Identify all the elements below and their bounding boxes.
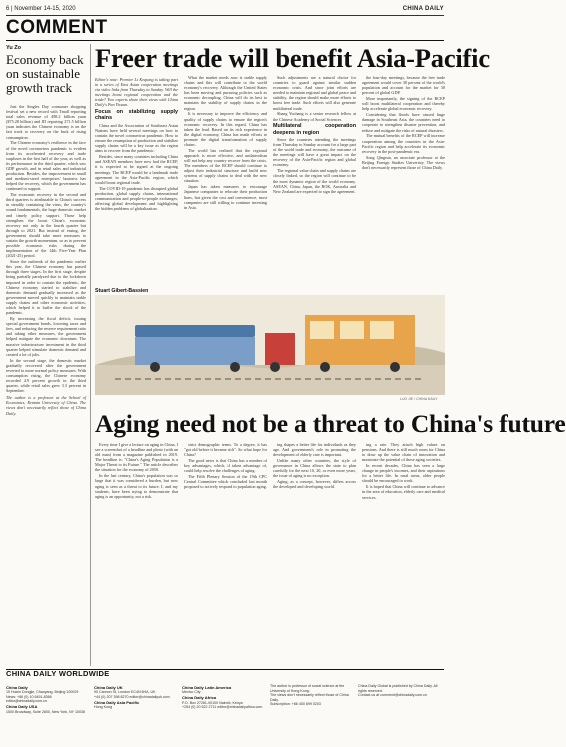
cartoon-illustration <box>95 295 445 395</box>
footer-column <box>182 684 268 710</box>
article-paragraph: Shang Yuchang is a senior research fellow at the Chinese Academy of Social Sciences. <box>273 111 356 122</box>
article-paragraph: Aging, as a concept, however, differs across the developed and developing world. <box>273 479 356 490</box>
article-paragraph: The Chinese economy's resilience in the face of the novel coronavirus pandemic is evident from its accelerated recovery and trade surpluses in the first half of the year, as well as its performance in the third quarter, which saw GDP growth, and in retail sales and industrial production. Besides, the improvement in small and medium-sized enterprises' business has helped the recovery, which the government has continued to support. <box>6 140 86 192</box>
masthead-brand: CHINA DAILY <box>402 6 444 12</box>
footer-office-details: Contact us at comment@chinadaily.com.cn <box>358 693 427 698</box>
main-headline: Freer trade will benefit Asia-Pacific <box>95 43 490 73</box>
footer-office-details: +254 (0) 20 522 2711 editor@chinadailyafrica.com <box>182 705 263 710</box>
footer-office-details: Hong Kong <box>94 705 112 710</box>
cartoon-credit: LUO JIE / CHINA DAILY <box>400 397 438 401</box>
upper-article-column <box>184 75 267 283</box>
article-subheading: Focus on stabilizing supply chains <box>95 109 178 122</box>
footer-office-details: Mexico City <box>182 690 201 695</box>
article-paragraph: Every time I give a lecture on aging in China, I see a screenshot of a headline and photo (with an old man) from a magazine published in 2019. The headline is: "China's Aging Population is a Major Threat to its Future." The article describes the situation for the economy of 2050. <box>95 442 178 473</box>
footer-office-details: The views don't necessarily reflect those of China Daily. <box>270 693 349 702</box>
lower-article-column <box>362 442 445 664</box>
article-paragraph: Song Qingrun, an associate professor at the Beijing Foreign Studies University. The views don't necessarily represent those of China Daily. <box>362 154 445 170</box>
header-divider <box>6 15 444 16</box>
footer-column <box>94 684 180 710</box>
footer-office-details: Subscription: +86 400 699 0203 <box>270 702 321 707</box>
footer-office-name: China Daily Latin America <box>182 684 232 690</box>
page-header <box>6 4 444 14</box>
upper-article-column <box>95 75 178 283</box>
article-paragraph: What the market needs now is stable supply chains and this will contribute to the world economy's recovery. Although the United States has been moving and pursuing policies such as economic decoupling, China will do its best to maintain the stability of supply chains in the region. <box>184 75 267 111</box>
lower-article-column <box>184 442 267 664</box>
article-paragraph: the four-day meetings, because the free trade agreement would cover 30 percent of the world's population and account for the market for 30 percent of global GDP. <box>362 75 445 96</box>
article-paragraph: Such adjustments are a natural choice for countries to guard against similar sudden economic crisis. And since joint efforts are needed to maintain regional and global peace and stability, the region should make more efforts to boost free trade. Such efforts will also generate multilateral trade. <box>273 75 356 111</box>
author-bio: The author is a professor at the School of Economics, Renmin University of China. The views don't necessarily reflect those of China Daily. <box>6 395 86 416</box>
footer-office-details: P.O. Box 27281-00100 Nairobi, Kenya <box>182 700 243 705</box>
page-footer <box>6 669 444 744</box>
page-info: 6 | November 14-15, 2020 <box>6 6 76 12</box>
cartoon-caption: Stuart Gibert-Bassien <box>95 288 149 294</box>
lower-article-column <box>273 442 356 664</box>
footer-office-details: +44 (0) 207 398 8270 editor@chinadailyuk.com <box>94 694 170 699</box>
footer-office-name: China Daily Asia Pacific <box>94 699 140 705</box>
footer-office-details: 15 Huixin Dongjie, Chaoyang, Beijing 100029 <box>6 690 79 695</box>
footer-column <box>6 684 92 715</box>
article-paragraph: Since the outbreak of the pandemic earlier this year, the Chinese economy has passed through three stages. In the first stage, despite being partially paralyzed due to the lockdown imposed in order to contain the epidemic, the Chinese economy started to stabilize and domestic demand gradually increased as the government moved quickly to maintain stable supply chains and other economic activities, which helped it to buffer the shock of the pandemic. <box>6 259 86 316</box>
footer-office-details: The author is professor of social science at the University of Hong Kong. <box>270 684 345 693</box>
article-paragraph: Unlike many other countries, the style of governance in China allows the state to plan carefully for the next 10, 20, or even more years, the issue of aging is no exception. <box>273 458 356 479</box>
article-paragraph: Besides, since many countries including China and ASEAN members have now had the RCEP, it is expected to be signed at the ongoing meetings. The RCEP would be a landmark trade agreement in the Asia-Pacific region, which would boost regional trade. <box>95 154 178 185</box>
article-paragraph: China and the Association of Southeast Asian Nations have held several meetings on how to contain the novel coronavirus pandemic. How to ensure the resumption of production and stabilize supply chains will be a key issue as the region aims to recover from the pandemic. <box>95 122 178 154</box>
article-paragraph: In the last century, China's population was so large that it was considered a burden, but now aging is seen as a threat to its future. I, and my students, have been trying to demonstrate that aging is an opportunity, not a risk. <box>95 473 178 499</box>
editor-note: Editor's note: Premier Li Keqiang is taking part in a series of East Asian cooperation meetings via video links from Thursday to Sunday. Will the meetings boost regional cooperation and the trade? Two experts share their views with China Daily's Pan Yixuan. <box>95 77 178 108</box>
footer-office-name: China Daily <box>6 684 28 690</box>
footer-office-name: China Daily UK <box>94 684 123 690</box>
article-paragraph: It is hoped that China will continue to advance in the area of education, elderly care and medical services. <box>362 484 445 500</box>
section-divider <box>6 40 444 41</box>
article-paragraph: Since the countries attending the meetings from Thursday to Sunday account for a large part of the world trade and economy, the outcome of the meetings will have a great impact on the recovery of the Asia-Pacific region and global economy. <box>273 136 356 168</box>
article-paragraph: Just the Singles Day consumer shopping festival set a new record with Tmall reporting total sales revenue of 498.2 billion yuan ($75.28 billion) and JD reporting 271.5 billion yuan indicates the Chinese economy is on the fast track to recovery on the back of rising consumption. <box>6 104 86 140</box>
article-subheading: Multilateral cooperation deepens in region <box>273 123 356 136</box>
left-headline: Economy back on sustainable growth track <box>6 52 84 95</box>
article-paragraph: The COVID-19 pandemic has disrupted global production, global supply chains, international communication and people-to-people exchanges, affecting global development and highlighting the hidden problems of globalization. <box>95 185 178 211</box>
article-paragraph: Japan has taken measures to encourage Japanese companies to relocate their production lines, but given the cost and convenience, most companies are still willing to continue investing in Asia. <box>184 184 267 210</box>
footer-office-details: 90 Cannon St, London EC4N 6HA, UK <box>94 690 156 695</box>
article-paragraph: The regional value chain and supply chains are closely linked, so the region will continue to be the most dynamic region of the world economy. ASEAN, China, Japan, the ROK, Australia and New Zealand are expected to sign the agreement. <box>273 168 356 194</box>
lower-article-column <box>95 442 178 664</box>
article-paragraph: The good news is that China has a number of key advantages, which, if taken advantage of, could help resolve the challenges of aging. <box>184 458 267 474</box>
upper-article-column <box>362 75 445 283</box>
left-byline: Yu Zo <box>6 45 21 51</box>
footer-office-details: News: +86 (0) 10 6491-8366 editor@chinadaily.com.cn <box>6 694 52 704</box>
footer-title: CHINA DAILY WORLDWIDE <box>6 669 110 678</box>
footer-column <box>358 684 444 698</box>
article-paragraph: In the second stage, the domestic market gradually recovered after the government reverted to more normal policy measures. With consumption rising, the Chinese economy recorded 4.9 percent growth in the third quarter, while retail sales grew 3.3 percent in September. <box>6 357 86 394</box>
section-title: COMMENT <box>6 17 108 38</box>
second-headline: Aging need not be a threat to China's future <box>95 409 566 438</box>
footer-office-name: China Daily Africa <box>182 695 217 701</box>
article-paragraph: The world has realized that the regional approach is more effective, and unilateralism will not help any country recover from the crisis. The members of the RCEP should continue to adjust their industrial structure and build new systems of supply chains to deal with the new situation. <box>184 147 267 184</box>
article-paragraph: The economic recovery in the second and third quarters is attributable to China's success in steadily containing the virus, the country's sound fundamentals, the huge domestic market and timely policy support. Those help strengthen the boost China's economic recovery not only in the fourth quarter but through to 2021. But instead of easing, the government should take more measures to sustain the growth momentum, so as to prevent possible economic risks during the implementation of the 14th Five-Year Plan (2021-25) period. <box>6 192 86 259</box>
footer-office-details: China Daily Global is published by China Daily. All rights reserved. <box>358 684 438 693</box>
footer-office-details: 1500 Broadway, Suite 2800, New York, NY 10036 <box>6 709 85 714</box>
article-paragraph: More importantly, the signing of the RCEP will boost multilateral cooperation and thereby help accelerate global economic recovery. <box>362 96 445 112</box>
article-paragraph: Considering that floods have caused huge damage in Southeast Asia, the countries need to cooperate to strengthen disaster prevention, and reduce and mitigate the risks of natural disasters. <box>362 112 445 133</box>
article-paragraph: By increasing the fiscal deficit, issuing special government bonds, lowering taxes and fees, and reducing the reserve requirement ratio and taking other measures, the government helped mitigate the economic downturn. The massive infrastructure investment in the third quarter helped stimulate domestic demand and created a lot of jobs. <box>6 316 86 357</box>
article-paragraph: The Fifth Plenary Session of the 19th CPC Central Committee which concluded last month proposed to actively respond to population aging. <box>184 474 267 490</box>
article-paragraph: ing shapes a better life for individuals as they age. And government's role in promoting the development of elderly care is important. <box>273 442 356 458</box>
article-paragraph: It is necessary to improve the efficiency and quality of supply chains to ensure the region's economic recovery. In this regard, China has taken the lead. Based on its rich experience in the digital economy, China has made efforts to promote the digital transformation of supply chains. <box>184 111 267 148</box>
article-paragraph: The mutual benefits of the RCEP will increase cooperation among the countries in the Asia-Pacific region and help accelerate its economic recovery in the post-pandemic era. <box>362 133 445 154</box>
article-paragraph: strict demographic terms. To a degree, it has "got old before it became rich". So what hope for China? <box>184 442 267 458</box>
left-article-body <box>6 104 86 666</box>
footer-office-name: China Daily USA <box>6 704 38 710</box>
article-paragraph: In recent decades, China has seen a large change in people's incomes, and their aspirations for a better life. In rural areas, older people should be encouraged to work. <box>362 463 445 484</box>
editorial-cartoon <box>95 295 445 395</box>
column-rule <box>90 44 91 666</box>
article-paragraph: ing a rate. They attach high values on pensions. And there is still much room for China to draw up the value chain of innovation and maximize the potential of these aging societies. <box>362 442 445 463</box>
upper-article-column <box>273 75 356 283</box>
footer-column <box>270 684 356 707</box>
